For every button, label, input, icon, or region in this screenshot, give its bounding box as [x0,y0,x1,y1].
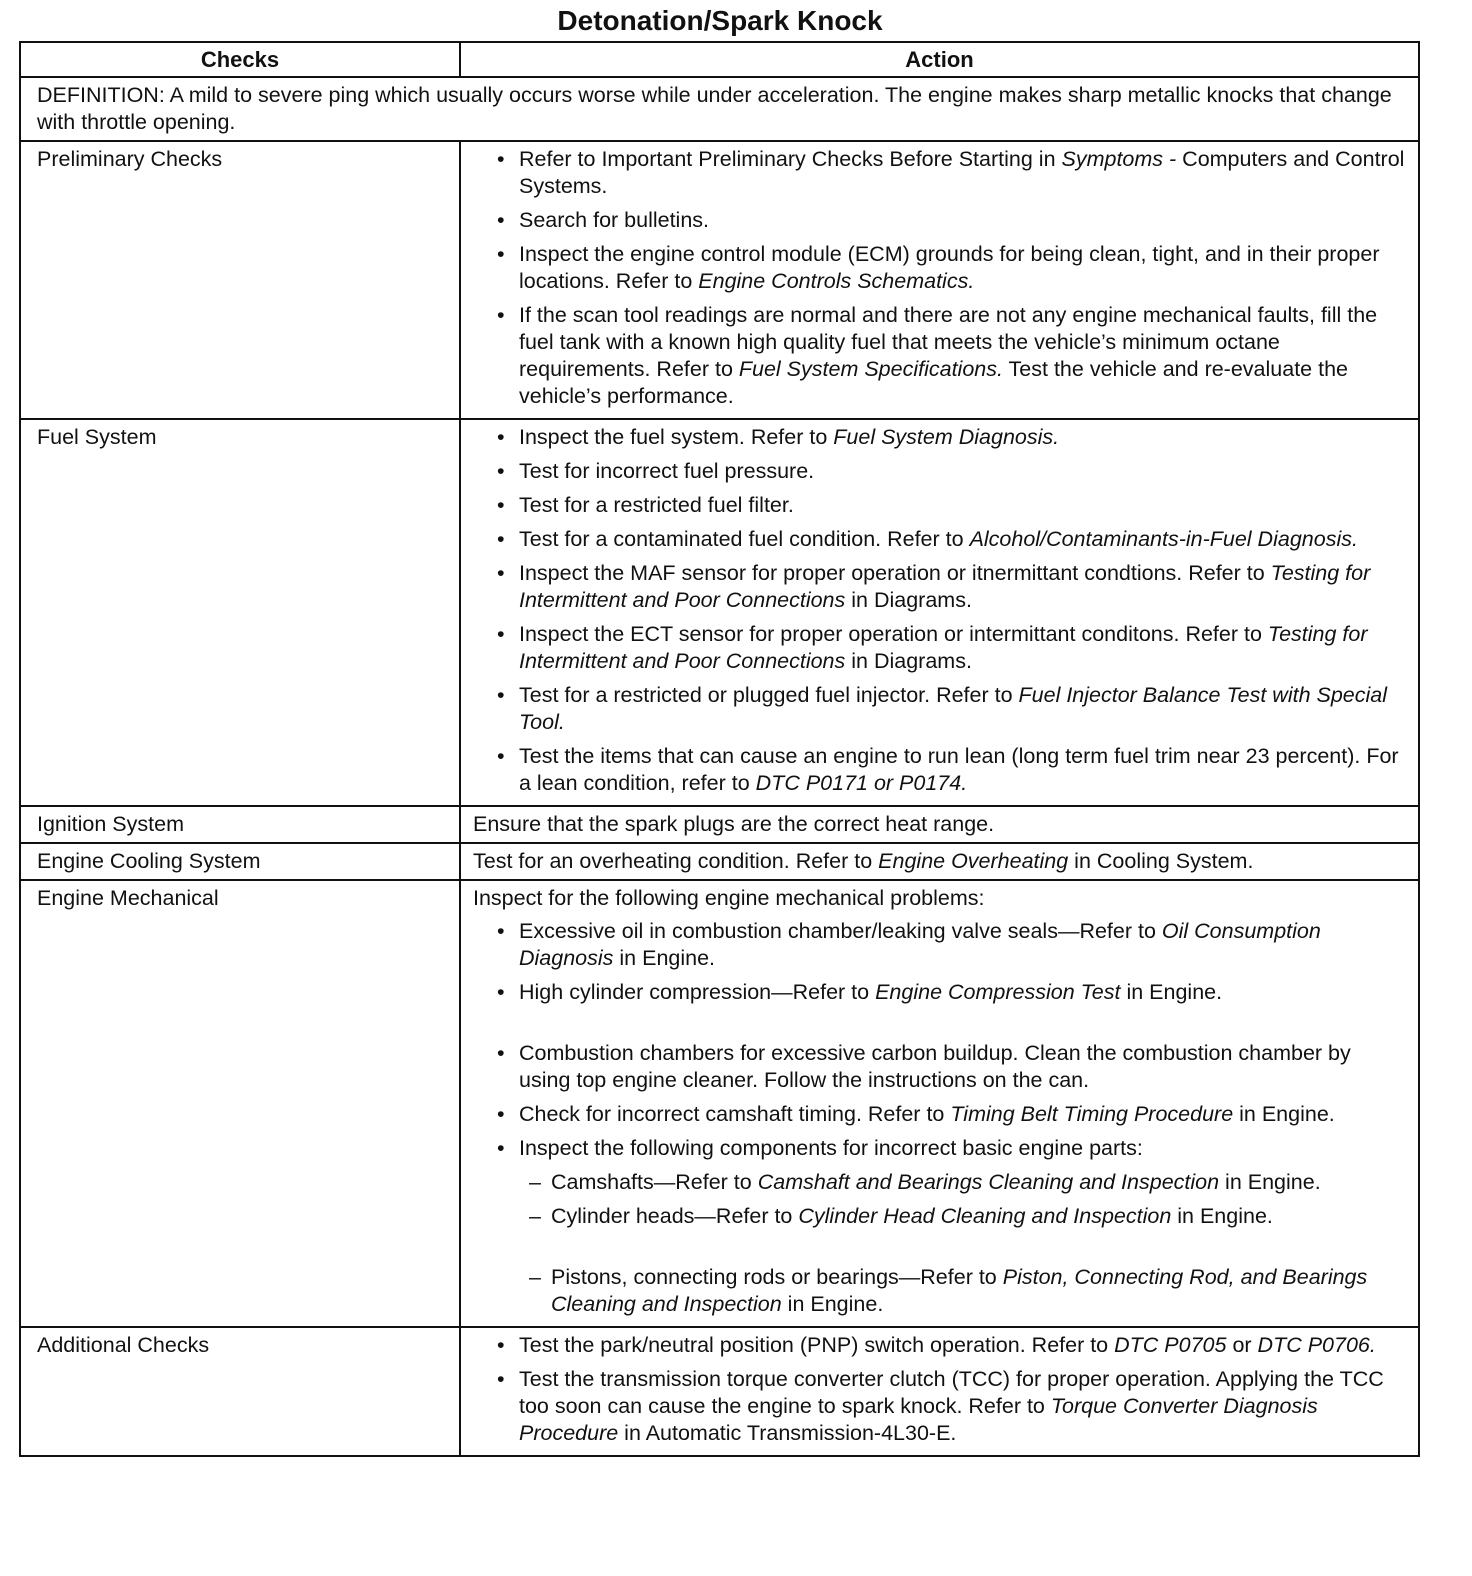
reference-text: Engine Compression Test [875,980,1121,1004]
check-label: Additional Checks [20,1327,460,1456]
reference-text: Timing Belt Timing Procedure [950,1102,1234,1126]
item-text: Test the items that can cause an engine to run lean (long term fuel trim near 23 percent). For a lean condition, refer to [519,744,1399,795]
item-text: High cylinder compression—Refer to [519,980,876,1004]
item-text: Computers and Control Systems. [519,147,1405,198]
reference-text: Cylinder Head Cleaning and Inspection [798,1204,1172,1228]
item-text: in Engine. [1219,1170,1321,1194]
item-text: Pistons, connecting rods or bearings—Refer to [551,1265,1003,1289]
list-item [473,743,1406,797]
reference-text: Engine Controls Schematics. [698,269,975,293]
sub-list-item [519,1264,1406,1318]
action-list [473,146,1406,410]
list-item [473,1332,1406,1359]
reference-text: Symptoms - [1061,147,1177,171]
list-item [473,241,1406,295]
action-cell [460,880,1419,1327]
list-item [473,1040,1406,1094]
list-item [473,207,1406,234]
reference-text: Torque Converter Diagnosis Procedure [519,1394,1318,1445]
list-item [473,458,1406,485]
list-item [473,1135,1406,1318]
reference-text: Testing for Intermittent and Poor Connections [519,622,1368,673]
reference-text: DTC P0705 [1114,1333,1227,1357]
table-row [20,880,1419,1327]
check-label: Fuel System [20,419,460,806]
reference-text: Camshaft and Bearings Cleaning and Inspection [757,1170,1220,1194]
reference-text: DTC P0171 or P0174. [755,771,968,795]
column-header-checks: Checks [20,42,460,77]
list-item [473,621,1406,675]
item-text: Check for incorrect camshaft timing. Refer to [519,1102,951,1126]
item-text: Test the park/neutral position (PNP) switch operation. Refer to [519,1333,1115,1357]
item-text: Inspect the engine control module (ECM) grounds for being clean, tight, and in their proper locations. Refer to [519,242,1380,293]
list-item [473,979,1406,1006]
item-text: Search for bulletins. [519,208,710,232]
item-text: Test for a restricted or plugged fuel injector. Refer to [519,683,1019,707]
item-text: Refer to Important Preliminary Checks Before Starting in [519,147,1062,171]
reference-text: DTC P0706. [1257,1333,1376,1357]
definition-row [20,77,1419,141]
table-row [20,141,1419,419]
item-text: If the scan tool readings are normal and there are not any engine mechanical faults, fill the fuel tank with a known high quality fuel that meets the vehicle’s minimum octane requirements. Refer to [519,303,1378,381]
check-label: Engine Mechanical [20,880,460,1327]
item-text: Test for an overheating condition. Refer to [473,849,879,873]
action-cell: Ensure that the spark plugs are the correct heat range. [460,806,1419,843]
column-header-action: Action [460,42,1419,77]
list-item [473,424,1406,451]
action-list [473,1332,1406,1447]
action-cell [460,843,1419,880]
item-text: in Automatic Transmission-4L30-E. [618,1421,957,1445]
item-text: in Engine. [1120,980,1223,1004]
reference-text: Fuel System Diagnosis. [833,425,1060,449]
action-cell [460,1327,1419,1456]
item-text: in Engine. [1171,1204,1273,1228]
diagnostic-table [19,41,1420,1457]
reference-text: Engine Overheating [878,849,1069,873]
reference-text: Fuel System Specifications. [738,357,1003,381]
page-title: Detonation/Spark Knock [557,5,883,36]
item-text: Inspect the following components for incorrect basic engine parts: [519,1136,1143,1160]
sub-list-item [519,1203,1406,1230]
action-cell [460,141,1419,419]
action-list [473,424,1406,797]
check-label: Ignition System [20,806,460,843]
sub-list [519,1169,1406,1318]
reference-text: Alcohol/Contaminants-in-Fuel Diagnosis. [969,527,1358,551]
item-text: Test the transmission torque converter clutch (TCC) for proper operation. Applying the TCC too soon can cause the engine to spark knock. Refer to [519,1367,1384,1418]
list-item [473,560,1406,614]
list-item [473,492,1406,519]
reference-text: Piston, Connecting Rod, and Bearings Cleaning and Inspection [551,1265,1368,1316]
table-header-row [20,42,1419,77]
item-text: Inspect the ECT sensor for proper operation or intermittant conditons. Refer to [519,622,1268,646]
item-text: Combustion chambers for excessive carbon buildup. Clean the combustion chamber by using top engine cleaner. Follow the instructions on the can. [519,1041,1351,1092]
list-item [473,146,1406,200]
table-row [20,1327,1419,1456]
list-item [473,1101,1406,1128]
item-text: Inspect the MAF sensor for proper operation or itnermittant condtions. Refer to [519,561,1271,585]
item-text: or [1226,1333,1258,1357]
action-intro: Inspect for the following engine mechanical problems: [473,886,985,910]
item-text: in Engine. [1233,1102,1335,1126]
item-text: in Diagrams. [845,649,972,673]
reference-text: Oil Consumption Diagnosis [519,919,1321,970]
definition-text: DEFINITION: A mild to severe ping which usually occurs worse while under acceleration. The engine makes sharp metallic knocks that change with throttle opening. [20,77,1419,141]
table-row [20,806,1419,843]
item-text: Test for incorrect fuel pressure. [519,459,815,483]
item-text: in Diagrams. [845,588,972,612]
list-item [473,682,1406,736]
table-row [20,419,1419,806]
item-text: Cylinder heads—Refer to [551,1204,799,1228]
table-row [20,843,1419,880]
list-item [473,1366,1406,1447]
list-item [473,302,1406,410]
list-item [473,918,1406,972]
item-text: in Cooling System. [1068,849,1254,873]
action-cell [460,419,1419,806]
reference-text: Testing for Intermittent and Poor Connections [519,561,1371,612]
reference-text: Fuel Injector Balance Test with Special Tool. [519,683,1388,734]
check-label: Engine Cooling System [20,843,460,880]
item-text: Test for a restricted fuel filter. [519,493,794,517]
item-text: Inspect the fuel system. Refer to [519,425,834,449]
item-text: Test the vehicle and re-evaluate the vehicle’s performance. [519,357,1348,408]
list-item [473,526,1406,553]
item-text: Test for a contaminated fuel condition. Refer to [519,527,970,551]
check-label: Preliminary Checks [20,141,460,419]
item-text: Camshafts—Refer to [551,1170,758,1194]
item-text: in Engine. [781,1292,884,1316]
item-text: Excessive oil in combustion chamber/leaking valve seals—Refer to [519,919,1162,943]
sub-list-item [519,1169,1406,1196]
action-list [473,918,1406,1318]
item-text: in Engine. [613,946,716,970]
